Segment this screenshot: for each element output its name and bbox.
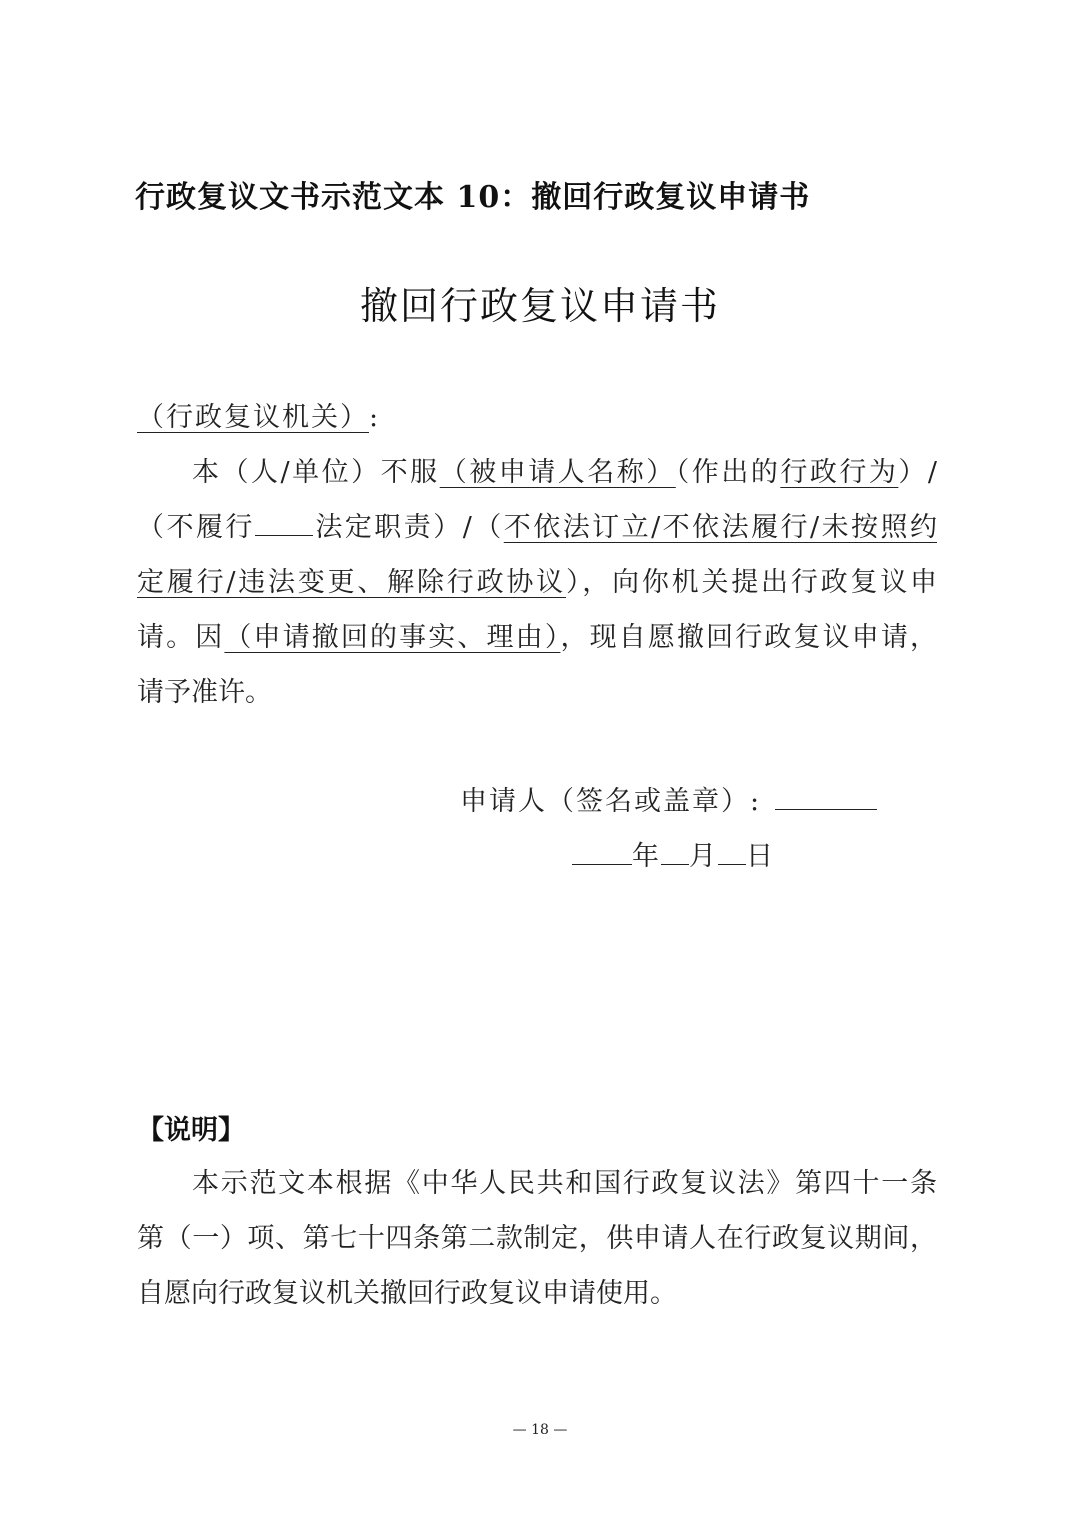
date-line — [572, 837, 775, 877]
body-line-2 — [137, 508, 937, 548]
page-number: — 18 — — [512, 1422, 568, 1438]
duty-blank — [255, 534, 313, 536]
body-line-3 — [137, 563, 937, 603]
body-line-5 — [137, 673, 937, 713]
notes-line-3: 自愿向行政复议机关撤回行政复议申请使用。 — [137, 1278, 677, 1309]
body-text-segment: 本（人/单位）不服 — [192, 457, 440, 488]
recipient-placeholder: （行政复议机关） — [137, 402, 369, 433]
body-text-segment: （作出的 — [675, 457, 781, 488]
month-label: 月 — [689, 841, 718, 872]
notes-heading: 【说明】 — [137, 1115, 245, 1146]
body-text-segment: （不履行 — [137, 512, 255, 543]
day-label: 日 — [746, 841, 775, 872]
body-text-segment: ，现自愿撤回行政复议申请， — [560, 622, 937, 653]
body-line-4 — [137, 618, 937, 658]
respondent-name-placeholder: （被申请人名称） — [439, 457, 676, 488]
notes-line-2: 第（一）项、第七十四条第二款制定，供申请人在行政复议期间， — [137, 1223, 937, 1254]
body-text-segment: 请。因 — [137, 622, 225, 653]
body-text-segment: 请予准许。 — [137, 677, 272, 708]
withdrawal-reason-placeholder: （申请撤回的事实、理由） — [224, 622, 561, 653]
agreement-placeholder-cont: 定履行/违法变更、解除行政协议 — [137, 567, 566, 598]
section-heading: 行政复议文书示范文本 10：撤回行政复议申请书 — [135, 180, 811, 215]
recipient-colon: : — [369, 402, 381, 433]
body-text-segment: ），向你机关提出行政复议申 — [565, 567, 937, 598]
day-blank — [718, 863, 746, 865]
body-text-segment: 法定职责）/（ — [312, 512, 504, 543]
body-text-segment: ）/ — [898, 457, 937, 488]
signature-line — [460, 782, 877, 822]
year-label: 年 — [632, 841, 661, 872]
signature-blank — [775, 808, 877, 810]
signature-label: 申请人（签名或盖章）: — [460, 786, 762, 817]
document-title: 撤回行政复议申请书 — [359, 284, 720, 328]
notes-line-1: 本示范文本根据《中华人民共和国行政复议法》第四十一条 — [192, 1168, 937, 1199]
administrative-act-placeholder: 行政行为 — [780, 457, 899, 488]
agreement-placeholder: 不依法订立/不依法履行/未按照约 — [503, 512, 937, 543]
month-blank — [661, 863, 689, 865]
body-line-1 — [192, 453, 937, 493]
recipient-line — [137, 398, 380, 438]
year-blank — [572, 863, 632, 865]
